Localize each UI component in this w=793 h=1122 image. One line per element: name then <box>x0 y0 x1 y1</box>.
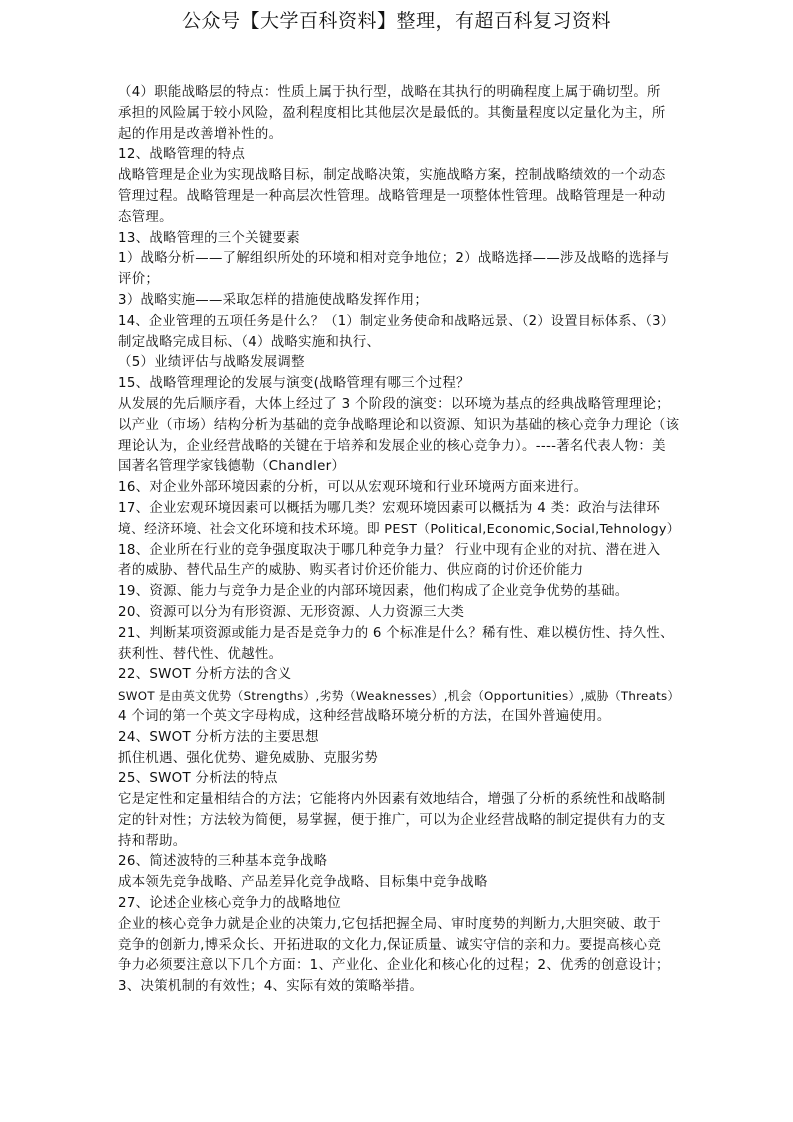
text-line: （5）业绩评估与战略发展调整 <box>118 355 305 371</box>
text-line: 竞争的创新力,博采众长、开拓进取的文化力,保证质量、诚实守信的亲和力。要提高核心竞 <box>118 937 662 953</box>
text-line: 4 个词的第一个英文字母构成，这种经营战略环境分析的方法，在国外普遍使用。 <box>118 708 611 724</box>
text-line: SWOT 是由英文优势（Strengths）,劣势（Weaknesses）,机会（Opportunities）,威胁（Threats） <box>118 689 680 704</box>
text-line: 获利性、替代性、优越性。 <box>118 646 283 662</box>
text-line: 定的针对性；方法较为简便，易掌握，便于推广，可以为企业经营战略的制定提供有力的支 <box>118 812 666 828</box>
text-line: 企业的核心竞争力就是企业的决策力,它包括把握全局、审时度势的判断力,大胆突破、敢于 <box>118 916 662 932</box>
text-line: 20、资源可以分为有形资源、无形资源、人力资源三大类 <box>118 604 465 620</box>
text-line: 16、对企业外部环境因素的分析，可以从宏观环境和行业环境两方面来进行。 <box>118 480 588 496</box>
page-header: 公众号【大学百科资料】整理，有超百科复习资料 <box>181 10 611 32</box>
text-line: 以产业（市场）结构分析为基础的竞争战略理论和以资源、知识为基础的核心竞争力理论（该 <box>118 417 680 433</box>
text-line: 18、企业所在行业的竞争强度取决于哪几种竞争力量？ 行业中现有企业的对抗、潜在进入 <box>118 542 661 558</box>
text-line: 26、简述波特的三种基本竞争战略 <box>118 854 328 870</box>
text-line: 评价； <box>118 272 160 288</box>
text-line: 27、论述企业核心竞争力的战略地位 <box>118 896 341 912</box>
document-body <box>118 83 678 998</box>
text-line: 12、战略管理的特点 <box>118 147 246 163</box>
text-line: 从发展的先后顺序看，大体上经过了 3 个阶段的演变：以环境为基点的经典战略管理理论； <box>118 396 670 412</box>
text-line: 境、经济环境、社会文化环境和技术环境。即 PEST（Political,Economic,Social,Tehnology） <box>118 521 680 537</box>
text-line: 起的作用是改善增补性的。 <box>118 126 283 142</box>
text-line: 24、SWOT 分析方法的主要思想 <box>118 729 319 745</box>
text-line: 1）战略分析——了解组织所处的环境和相对竞争地位；2）战略选择——涉及战略的选择与 <box>118 251 670 267</box>
text-line: （4）职能战略层的特点：性质上属于执行型，战略在其执行的明确程度上属于确切型。所 <box>118 85 661 100</box>
text-line: 3、决策机制的有效性；4、实际有效的策略举措。 <box>118 979 424 995</box>
text-line: 17、企业宏观环境因素可以概括为哪几类？宏观环境因素可以概括为 4 类：政治与法律环 <box>118 500 661 516</box>
text-line: 管理过程。战略管理是一种高层次性管理。战略管理是一项整体性管理。战略管理是一种动 <box>118 188 666 204</box>
text-line: 15、战略管理理论的发展与演变(战略管理有哪三个过程？ <box>118 376 470 392</box>
text-line: 22、SWOT 分析方法的含义 <box>118 667 292 683</box>
text-line: 3）战略实施——采取怎样的措施使战略发挥作用； <box>118 292 429 308</box>
text-line: 制定战略完成目标、（4）战略实施和执行、 <box>118 334 381 350</box>
text-line: 者的威胁、替代品生产的威胁、购买者讨价还价能力、供应商的讨价还价能力 <box>118 563 584 579</box>
text-line: 持和帮助。 <box>118 833 187 849</box>
text-line: 14、企业管理的五项任务是什么？（1）制定业务使命和战略远景、（2）设置目标体系、（3） <box>118 313 675 329</box>
text-line: 它是定性和定量相结合的方法；它能将内外因素有效地结合，增强了分析的系统性和战略制 <box>118 792 666 808</box>
text-line: 19、资源、能力与竞争力是企业的内部环境因素，他们构成了企业竞争优势的基础。 <box>118 584 629 600</box>
text-line: 21、判断某项资源或能力是否是竞争力的 6 个标准是什么？稀有性、难以模仿性、持久性、 <box>118 625 674 641</box>
text-line: 25、SWOT 分析法的特点 <box>118 771 278 787</box>
text-line: 成本领先竞争战略、产品差异化竞争战略、目标集中竞争战略 <box>118 875 488 891</box>
text-line: 战略管理是企业为实现战略目标，制定战略决策，实施战略方案，控制战略绩效的一个动态 <box>118 168 666 184</box>
text-line: 承担的风险属于较小风险，盈利程度相比其他层次是最低的。其衡量程度以定量化为主，所 <box>118 105 666 121</box>
text-line: 抓住机遇、强化优势、避免威胁、克服劣势 <box>118 750 379 766</box>
text-line: 13、战略管理的三个关键要素 <box>118 230 300 246</box>
text-line: 理论认为，企业经营战略的关键在于培养和发展企业的核心竞争力）。----著名代表人物：美 <box>118 438 666 454</box>
text-line: 争力必须要注意以下几个方面：1、产业化、企业化和核心化的过程；2、优秀的创意设计； <box>118 958 670 974</box>
text-line: 态管理。 <box>118 209 173 225</box>
text-line: 国著名管理学家钱德勒（Chandler） <box>118 459 346 475</box>
